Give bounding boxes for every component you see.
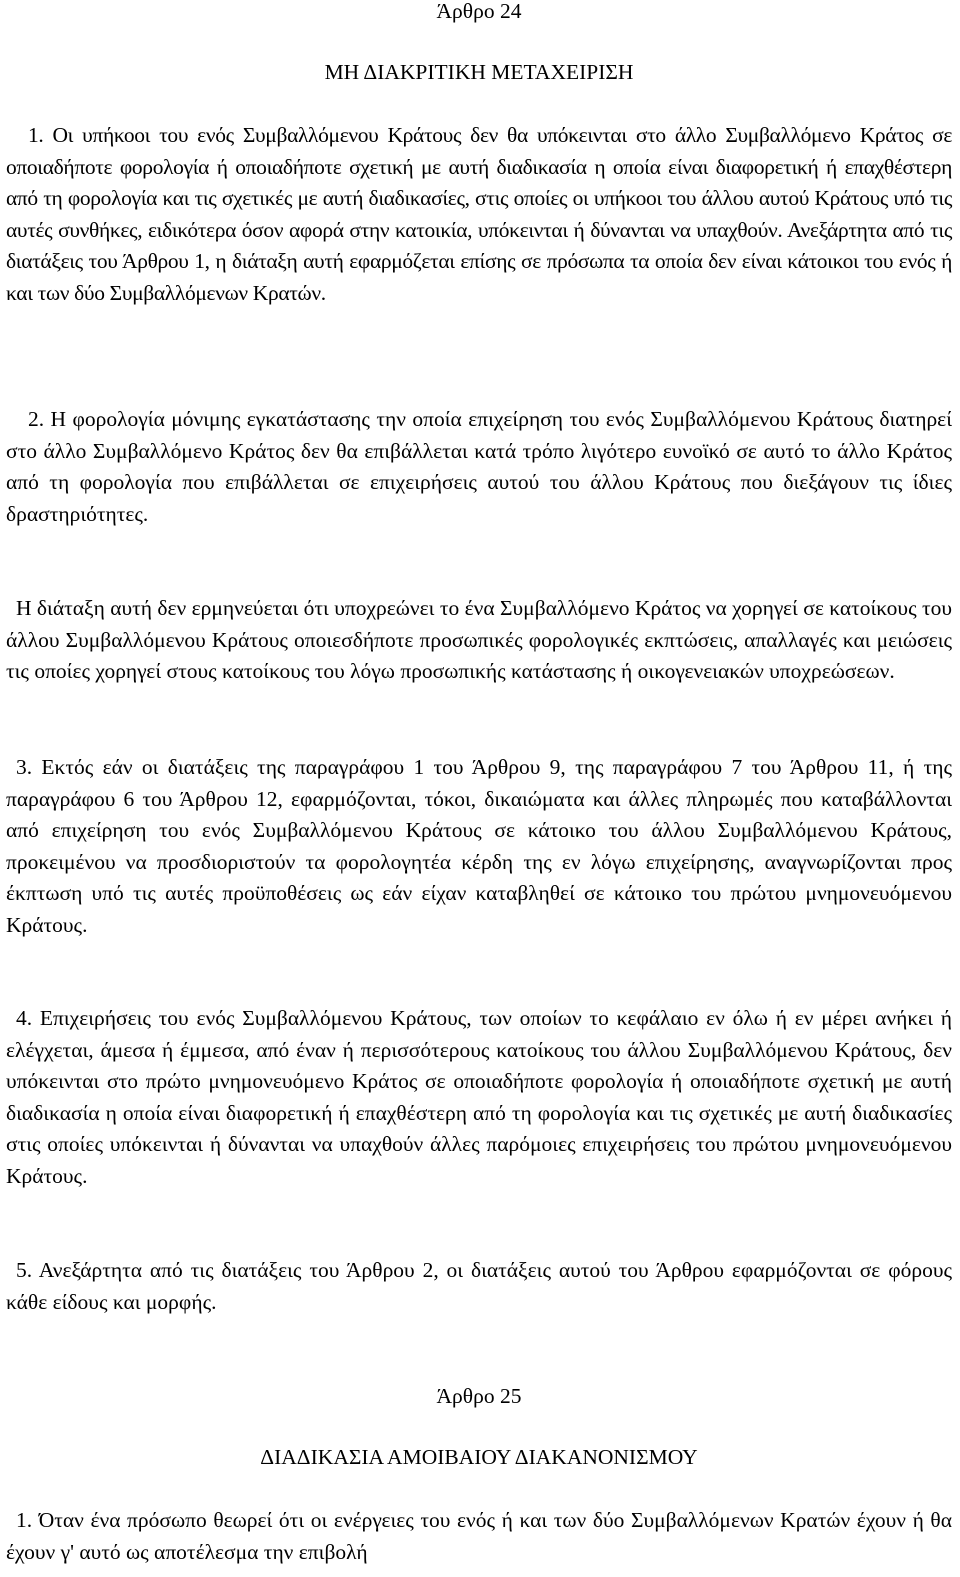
article-25-subtitle: ΔΙΑΔΙΚΑΣΙΑ ΑΜΟΙΒΑΙΟΥ ΔΙΑΚΑΝΟΝΙΣΜΟΥ (260, 1445, 698, 1469)
article-24-title: Άρθρο 24 (436, 0, 522, 23)
article-25-paragraph-1: 1. Όταν ένα πρόσωπο θεωρεί ότι οι ενέργειες του ενός ή και των δύο Συμβαλλόμενων Κρατών έχουν ή θα έχουν γ' αυτό ως αποτέλεσμα την επιβολή (6, 1508, 952, 1564)
article-24-subtitle: ΜΗ ΔΙΑΚΡΙΤΙΚΗ ΜΕΤΑΧΕΙΡΙΣΗ (324, 60, 634, 84)
article-24-paragraph-4: 4. Επιχειρήσεις του ενός Συμβαλλόμενου Κράτους, των οποίων το κεφάλαιο εν όλω ή εν μέρει ανήκει ή ελέγχεται, άμεσα ή έμμεσα, από έναν ή περισσότερους κατοίκους του άλλου Συμβαλλόμενου Κράτους, δεν υπόκεινται στο πρώτο μνημονευόμενο Κράτος σε οποιαδήποτε φορολογία ή οποιαδήποτε σχετική με αυτή διαδικασία η οποία είναι διαφορετική ή επαχθέστερη από τη φορολογία και τις σχετικές με αυτή διαδικασίες στις οποίες υπόκεινται ή δύνανται να υπαχθούν άλλες παρόμοιες επιχειρήσεις του πρώτου μνημονευόμενου Κράτους. (6, 1006, 952, 1188)
article-24-paragraph-2-continued: Η διάταξη αυτή δεν ερμηνεύεται ότι υποχρεώνει το ένα Συμβαλλόμενο Κράτος να χορηγεί σε κατοίκους του άλλου Συμβαλλόμενου Κράτους οποιεσδήποτε προσωπικές φορολογικές εκπτώσεις, απαλλαγές και μειώσεις τις οποίες χορηγεί στους κατοίκους του λόγω προσωπικής κατάστασης ή οικογενειακών υποχρεώσεων. (6, 596, 952, 683)
article-24-paragraph-1: 1. Οι υπήκοοι του ενός Συμβαλλόμενου Κράτους δεν θα υπόκεινται στο άλλο Συμβαλλόμενο Κράτος σε οποιαδήποτε φορολογία ή οποιαδήποτε σχετική με αυτή διαδικασία η οποία είναι διαφορετική ή επαχθέστερη από τη φορολογία και τις σχετικές με αυτή διαδικασίες, στις οποίες οι υπήκοοι του άλλου αυτού Κράτους υπό τις αυτές συνθήκες, ειδικότερα όσον αφορά στην κατοικία, υπόκεινται ή δύνανται να υπαχθούν. Ανεξάρτητα από τις διατάξεις του Άρθρου 1, η διάταξη αυτή εφαρμόζεται επίσης σε πρόσωπα τα οποία δεν είναι κάτοικοι του ενός ή και των δύο Συμβαλλόμενων Κρατών. (6, 123, 952, 305)
article-24-paragraph-5: 5. Ανεξάρτητα από τις διατάξεις του Άρθρου 2, οι διατάξεις αυτού του Άρθρου εφαρμόζονται σε φόρους κάθε είδους και μορφής. (6, 1258, 952, 1314)
article-24-paragraph-2: 2. Η φορολογία μόνιμης εγκατάστασης την οποία επιχείρηση του ενός Συμβαλλόμενου Κράτους διατηρεί στο άλλο Συμβαλλόμενο Κράτος δεν θα επιβάλλεται κατά τρόπο λιγότερο ευνοϊκό σε αυτό το άλλο Κράτος από τη φορολογία που επιβάλλεται σε επιχειρήσεις αυτού του άλλου Κράτους που διεξάγουν τις ίδιες δραστηριότητες. (6, 407, 952, 526)
article-25-title: Άρθρο 25 (436, 1384, 522, 1408)
article-24-paragraph-3: 3. Εκτός εάν οι διατάξεις της παραγράφου 1 του Άρθρου 9, της παραγράφου 7 του Άρθρου 11, ή της παραγράφου 6 του Άρθρου 12, εφαρμόζονται, τόκοι, δικαιώματα και άλλες πληρωμές που καταβάλλονται από επιχείρηση του ενός Συμβαλλόμενου Κράτους σε κάτοικο του άλλου Συμβαλλόμενου Κράτους, προκειμένου να προσδιοριστούν τα φορολογητέα κέρδη της εν λόγω επιχείρησης, αναγνωρίζονται προς έκπτωση υπό τις αυτές προϋποθέσεις ως εάν είχαν καταβληθεί σε κάτοικο του πρώτου μνημονευόμενου Κράτους. (6, 755, 952, 937)
